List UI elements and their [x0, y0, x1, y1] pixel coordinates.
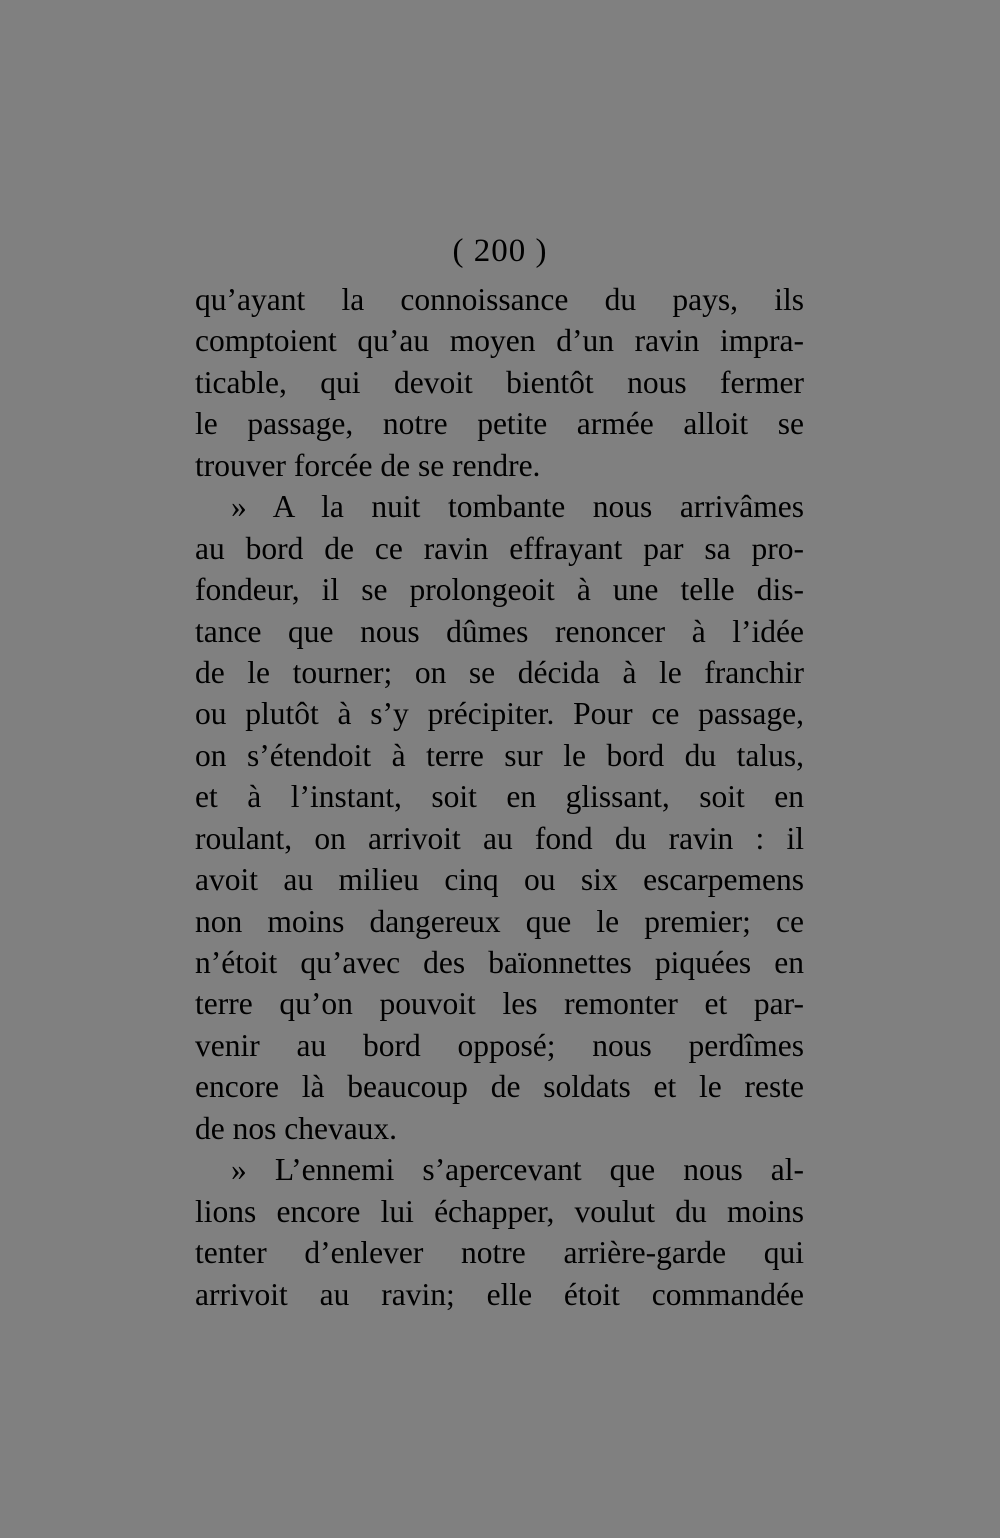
text-line: on s’étendoit à terre sur le bord du talus,: [195, 737, 804, 773]
text-line: le passage, notre petite armée alloit se: [195, 406, 804, 442]
text-line: ticable, qui devoit bientôt nous fermer: [195, 364, 804, 400]
text-line: ou plutôt à s’y précipiter. Pour ce passage,: [195, 696, 804, 732]
text-line: tance que nous dûmes renoncer à l’idée: [195, 613, 804, 649]
text-line: venir au bord opposé; nous perdîmes: [195, 1027, 804, 1063]
text-line: de nos chevaux.: [195, 1110, 398, 1146]
text-line: de le tourner; on se décida à le franchir: [195, 654, 804, 690]
text-line: arrivoit au ravin; elle étoit commandée: [195, 1276, 804, 1312]
text-line: » L’ennemi s’apercevant que nous al-: [231, 1152, 804, 1188]
text-line: n’étoit qu’avec des baïonnettes piquées en: [195, 945, 804, 980]
text-line: tenter d’enlever notre arrière-garde qui: [195, 1235, 804, 1271]
text-line: roulant, on arrivoit au fond du ravin : il: [195, 820, 804, 856]
text-line: lions encore lui échapper, voulut du moins: [195, 1193, 804, 1229]
text-line: avoit au milieu cinq ou six escarpemens: [195, 862, 804, 898]
text-line: et à l’instant, soit en glissant, soit en: [195, 779, 804, 815]
text-line: qu’ayant la connoissance du pays, ils: [195, 282, 804, 317]
text-line: fondeur, il se prolongeoit à une telle dis-: [195, 572, 804, 608]
text-line: comptoient qu’au moyen d’un ravin impra-: [195, 323, 804, 359]
page-number-header: ( 200 ): [452, 233, 548, 269]
body-text: [195, 279, 804, 1315]
text-line: trouver forcée de se rendre.: [195, 447, 541, 483]
text-line: » A la nuit tombante nous arrivâmes: [231, 489, 804, 525]
text-line: non moins dangereux que le premier; ce: [195, 903, 804, 939]
text-line: au bord de ce ravin effrayant par sa pro-: [195, 530, 804, 566]
text-line: encore là beaucoup de soldats et le reste: [195, 1069, 804, 1105]
text-line: terre qu’on pouvoit les remonter et par-: [195, 986, 804, 1022]
